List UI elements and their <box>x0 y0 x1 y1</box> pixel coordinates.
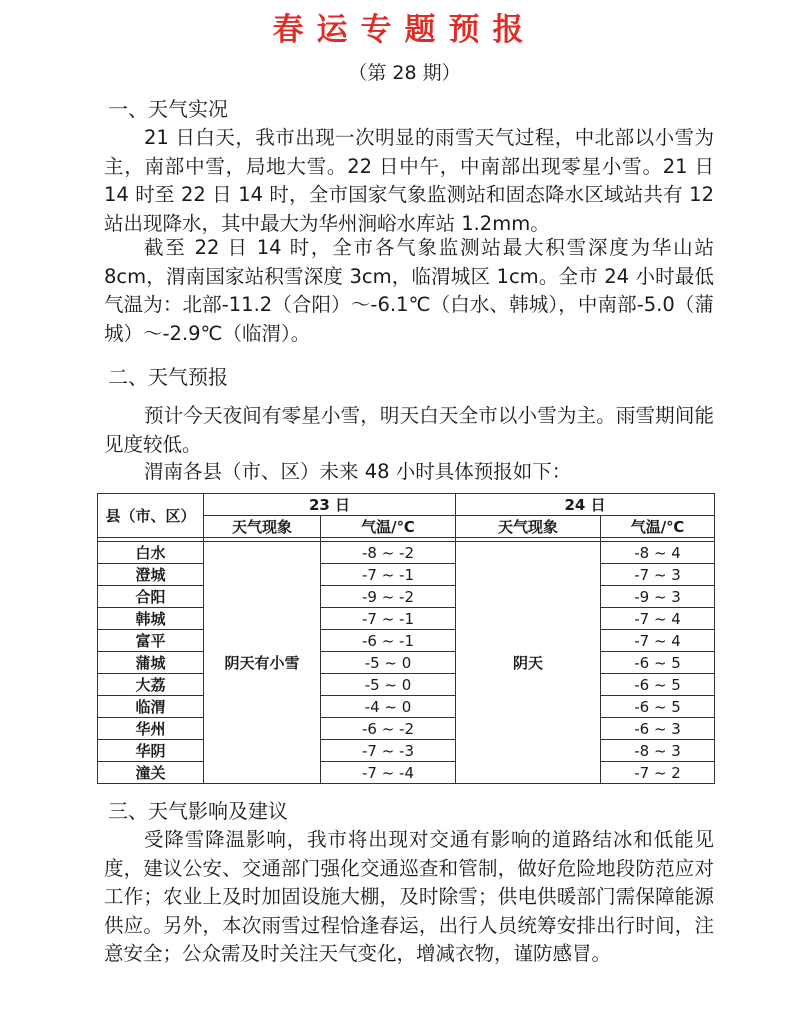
day2-temperature: -8 ~ 4 <box>601 542 715 564</box>
table-row <box>98 652 715 674</box>
day1-temperature: -7 ~ -4 <box>321 762 456 784</box>
table-row <box>98 630 715 652</box>
day1-temperature: -5 ~ 0 <box>321 674 456 696</box>
forecast-paragraph-1: 预计今天夜间有零星小雪，明天白天全市以小雪为主。雨雪期间能见度较低。 <box>104 404 714 456</box>
county-name: 澄城 <box>98 564 204 586</box>
table-row <box>98 762 715 784</box>
day1-temperature: -7 ~ -1 <box>321 564 456 586</box>
day2-temperature: -7 ~ 3 <box>601 564 715 586</box>
day2-temperature: -6 ~ 5 <box>601 696 715 718</box>
county-name: 华阴 <box>98 740 204 762</box>
table-row <box>98 608 715 630</box>
section-heading-impact-advice: 三、天气影响及建议 <box>108 799 288 823</box>
county-name: 临渭 <box>98 696 204 718</box>
day2-temperature-header: 气温/℃ <box>601 516 715 538</box>
advice-paragraph: 受降雪降温影响，我市将出现对交通有影响的道路结冰和低能见度，建议公安、交通部门强化交通巡查和管制，做好危险地段防范应对工作；农业上及时加固设施大棚，及时除雪；供电供暖部门需保障能源供应。另外，本次雨雪过程恰逢春运，出行人员统筹安排出行时间，注意安全；公众需及时关注天气变化，增减衣物，谨防感冒。 <box>104 828 714 966</box>
day1-phenomenon-header: 天气现象 <box>204 516 321 538</box>
day2-temperature: -8 ~ 3 <box>601 740 715 762</box>
day2-temperature: -7 ~ 4 <box>601 630 715 652</box>
day1-phenomenon: 阴天有小雪 <box>204 542 321 784</box>
county-column-header: 县（市、区） <box>98 494 204 538</box>
observation-paragraph-1: 21 日白天，我市出现一次明显的雨雪天气过程，中北部以小雪为主，南部中雪，局地大雪。22 日中午，中南部出现零星小雪。21 日 14 时至 22 日 14 时，全市国家气象监测站和固态降水区域站共有 12 站出现降水，其中最大为华州涧峪水库站 1.2mm。 <box>104 126 714 235</box>
forecast-table <box>97 493 715 784</box>
day2-temperature: -6 ~ 3 <box>601 718 715 740</box>
section-heading-weather-forecast: 二、天气预报 <box>108 365 228 389</box>
forecast-paragraph-2: 渭南各县（市、区）未来 48 小时具体预报如下： <box>144 460 572 483</box>
table-row <box>98 718 715 740</box>
day2-temperature: -6 ~ 5 <box>601 674 715 696</box>
day1-header: 23 日 <box>204 494 456 516</box>
day2-temperature: -6 ~ 5 <box>601 652 715 674</box>
document-title: 春运专题预报 <box>272 12 537 48</box>
day1-temperature: -6 ~ -1 <box>321 630 456 652</box>
day1-temperature: -7 ~ -3 <box>321 740 456 762</box>
table-row <box>98 542 715 564</box>
county-name: 富平 <box>98 630 204 652</box>
day2-temperature: -7 ~ 4 <box>601 608 715 630</box>
day1-temperature-header: 气温/℃ <box>321 516 456 538</box>
day2-temperature: -7 ~ 2 <box>601 762 715 784</box>
county-name: 潼关 <box>98 762 204 784</box>
section-heading-weather-observation: 一、天气实况 <box>108 97 228 121</box>
county-name: 韩城 <box>98 608 204 630</box>
county-name: 大荔 <box>98 674 204 696</box>
table-row <box>98 586 715 608</box>
day2-temperature: -9 ~ 3 <box>601 586 715 608</box>
table-row <box>98 564 715 586</box>
observation-paragraph-2: 截至 22 日 14 时，全市各气象监测站最大积雪深度为华山站 8cm，渭南国家站积雪深度 3cm，临渭城区 1cm。全市 24 小时最低气温为：北部-11.2（合阳）～-6.1℃（白水、韩城），中南部-5.0（蒲城）～-2.9℃（临渭）。 <box>104 236 714 345</box>
county-name: 白水 <box>98 542 204 564</box>
day1-temperature: -6 ~ -2 <box>321 718 456 740</box>
day2-phenomenon-header: 天气现象 <box>456 516 601 538</box>
day2-header: 24 日 <box>456 494 715 516</box>
county-name: 蒲城 <box>98 652 204 674</box>
day2-phenomenon: 阴天 <box>456 542 601 784</box>
county-name: 合阳 <box>98 586 204 608</box>
day1-temperature: -8 ~ -2 <box>321 542 456 564</box>
table-row <box>98 696 715 718</box>
day1-temperature: -9 ~ -2 <box>321 586 456 608</box>
issue-number: （第 28 期） <box>348 62 461 84</box>
table-row <box>98 740 715 762</box>
county-name: 华州 <box>98 718 204 740</box>
day1-temperature: -5 ~ 0 <box>321 652 456 674</box>
day1-temperature: -4 ~ 0 <box>321 696 456 718</box>
table-row <box>98 674 715 696</box>
day1-temperature: -7 ~ -1 <box>321 608 456 630</box>
